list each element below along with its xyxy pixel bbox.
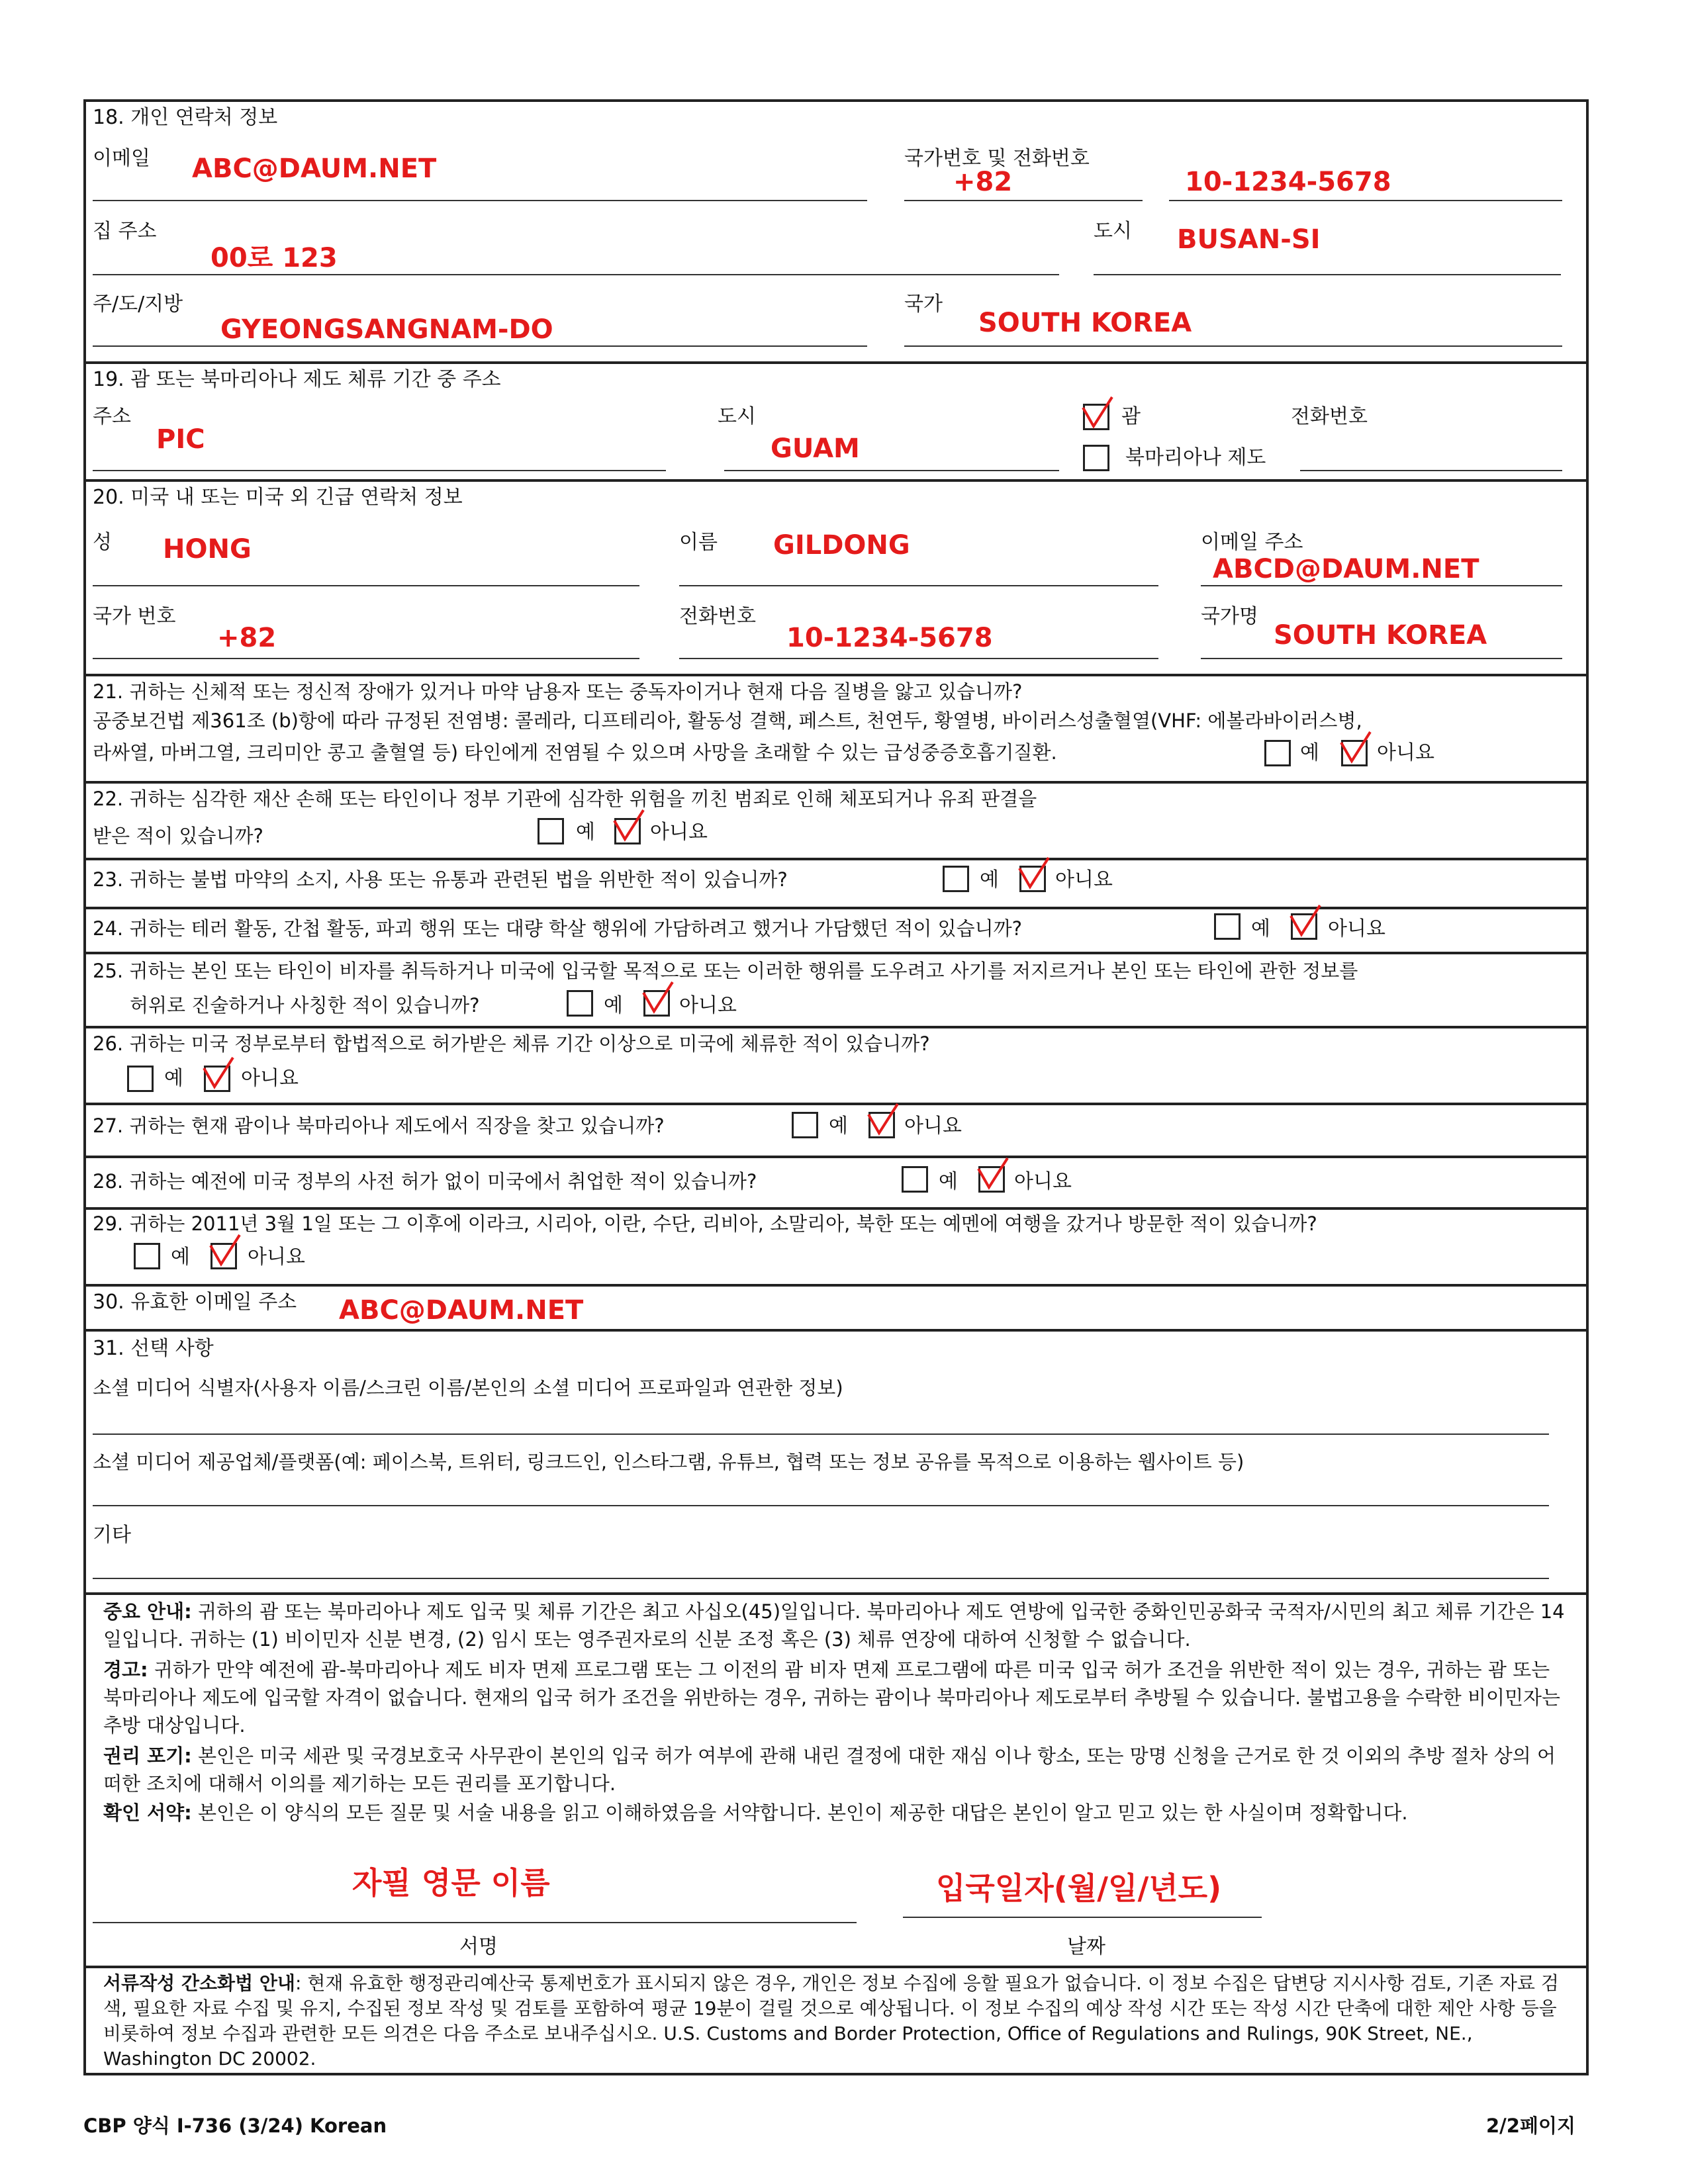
guam-city-value[interactable]: GUAM: [771, 433, 860, 464]
divider: [83, 1207, 1589, 1210]
certification-notice-label: 확인 서약:: [103, 1801, 192, 1824]
section-20-title: 20. 미국 내 또는 미국 외 긴급 연락처 정보: [93, 486, 463, 509]
q23-yes-checkbox[interactable]: [943, 866, 969, 892]
q23-text: 23. 귀하는 불법 마약의 소지, 사용 또는 유통과 관련된 법을 위반한 적이 있습니까?: [93, 868, 788, 891]
section-18-title: 18. 개인 연락처 정보: [93, 106, 278, 129]
city-underline: [1094, 274, 1561, 275]
country-value[interactable]: SOUTH KOREA: [978, 308, 1192, 338]
divider: [83, 674, 1589, 676]
q26-text: 26. 귀하는 미국 정부로부터 합법적으로 허가받은 체류 기간 이상으로 미국에 체류한 적이 있습니까?: [93, 1032, 930, 1055]
important-notice-text: 귀하의 괌 또는 북마리아나 제도 입국 및 체류 기간은 최고 사십오(45)일입니다. 북마리아나 제도 연방에 입국한 중화인민공화국 국적자/시민의 최고 체류 기간은 14일입니다. 귀하는 (1) 비이민자 신분 변경, (2) 임시 또는 영주권자로의 신분 조정 혹은 (3) 체류 연장에 대하여 신청할 수 없습니다.: [103, 1600, 1565, 1651]
divider: [83, 858, 1589, 860]
q27-check-mark: [865, 1100, 904, 1138]
divider: [83, 1592, 1589, 1595]
paperwork-notice-text: : 현재 유효한 행정관리예산국 통제번호가 표시되지 않은 경우, 개인은 정보 수집에 응할 필요가 없습니다. 이 정보 수집은 답변당 지시사항 검토, 기존 자료 검색, 필요한 자료 수집 및 유지, 수집된 정보 작성 및 검토를 포함하여 평균 19분이 걸릴 것으로 예상됩니다. 이 정보 수집의 예상 작성 시간 또는 작성 시간 단축에 대한 제안 사항 등을 비롯하여 정보 수집과 관련한 모든 의견은 다음 주소로 보내주십시오. U.S. Customs and Border Protection, Office of Regulations and Rulings, 90K Street, NE., Washington DC 20002.: [103, 1972, 1559, 2070]
paperwork-notice: [103, 1971, 1573, 2071]
q30-label: 30. 유효한 이메일 주소: [93, 1291, 297, 1314]
social-id-input-line[interactable]: [93, 1433, 1549, 1435]
guam-phone-underline: [1300, 470, 1562, 471]
q22-yes-checkbox[interactable]: [538, 818, 564, 844]
divider: [83, 1329, 1589, 1332]
q24-no-label: 아니요: [1328, 917, 1385, 940]
home-address-value[interactable]: 00로 123: [211, 243, 338, 273]
q26-yes-checkbox[interactable]: [127, 1066, 154, 1092]
q25-text-line2: 허위로 진술하거나 사칭한 적이 있습니까?: [130, 994, 480, 1017]
signature-label: 서명: [459, 1935, 498, 1958]
divider: [83, 1156, 1589, 1158]
q27-yes-checkbox[interactable]: [792, 1112, 818, 1138]
q31-title: 31. 선택 사항: [93, 1337, 214, 1360]
guam-address-value[interactable]: PIC: [156, 424, 205, 455]
important-notice: [103, 1598, 1573, 1653]
q26-no-label: 아니요: [241, 1067, 299, 1090]
country-code-value[interactable]: +82: [953, 167, 1013, 197]
divider: [83, 781, 1589, 784]
social-platform-input-line[interactable]: [93, 1505, 1549, 1506]
date-label: 날짜: [1067, 1935, 1105, 1958]
guam-address-label: 주소: [93, 405, 131, 428]
q29-yes-label: 예: [171, 1246, 190, 1269]
q25-text-line1: 25. 귀하는 본인 또는 타인이 비자를 취득하거나 미국에 입국할 목적으로 또는 이러한 행위를 도우려고 사기를 저지르거나 본인 또는 타인에 관한 정보를: [93, 960, 1358, 982]
q29-text: 29. 귀하는 2011년 3월 1일 또는 그 이후에 이라크, 시리아, 이란, 수단, 리비아, 소말리아, 북한 또는 예멘에 여행을 갔거나 방문한 적이 있습니까?: [93, 1212, 1317, 1235]
q28-text: 28. 귀하는 예전에 미국 정부의 사전 허가 없이 미국에서 취업한 적이 있습니까?: [93, 1170, 757, 1193]
first-name-value[interactable]: GILDONG: [773, 530, 910, 561]
nmi-checkbox[interactable]: [1083, 445, 1109, 471]
emergency-phone-label: 전화번호: [679, 605, 756, 628]
first-name-underline: [679, 585, 1158, 586]
nmi-option-label: 북마리아나 제도: [1125, 446, 1266, 469]
q29-no-label: 아니요: [248, 1246, 305, 1269]
last-name-value[interactable]: HONG: [163, 534, 252, 565]
q28-yes-checkbox[interactable]: [902, 1166, 928, 1193]
date-underline: [903, 1917, 1262, 1918]
q29-yes-checkbox[interactable]: [134, 1243, 160, 1269]
last-name-label: 성: [93, 531, 112, 554]
divider: [83, 361, 1589, 364]
home-address-label: 집 주소: [93, 220, 157, 243]
emergency-email-value[interactable]: ABCD@DAUM.NET: [1213, 554, 1479, 584]
emergency-country-label: 국가명: [1201, 605, 1258, 628]
q28-check-mark: [974, 1154, 1014, 1193]
waiver-notice: [103, 1742, 1573, 1797]
emergency-cc-underline: [93, 658, 639, 659]
signature-value[interactable]: 자필 영문 이름: [352, 1865, 550, 1901]
social-id-label: 소셜 미디어 식별자(사용자 이름/스크린 이름/본인의 소셜 미디어 프로파일과 연관한 정보): [93, 1377, 843, 1399]
q21-check-mark: [1337, 728, 1377, 766]
q27-yes-label: 예: [829, 1115, 848, 1138]
emergency-phone-value[interactable]: 10-1234-5678: [786, 623, 993, 653]
q30-email-value[interactable]: ABC@DAUM.NET: [339, 1295, 584, 1326]
q22-check-mark: [610, 806, 650, 844]
guam-phone-label: 전화번호: [1291, 405, 1368, 428]
q29-check-mark: [207, 1231, 246, 1269]
q21-yes-checkbox[interactable]: [1264, 740, 1291, 766]
q25-yes-checkbox[interactable]: [567, 990, 593, 1017]
state-underline: [93, 345, 867, 347]
guam-city-label: 도시: [718, 405, 756, 428]
other-input-line[interactable]: [93, 1578, 1549, 1579]
certification-notice-text: 본인은 이 양식의 모든 질문 및 서술 내용을 읽고 이해하였음을 서약합니다. 본인이 제공한 대답은 본인이 알고 믿고 있는 한 사실이며 정확합니다.: [191, 1801, 1408, 1824]
divider: [83, 1284, 1589, 1287]
q25-check-mark: [639, 978, 679, 1017]
emergency-cc-label: 국가 번호: [93, 605, 176, 628]
state-label: 주/도/지방: [93, 293, 183, 316]
q21-text-line1: 21. 귀하는 신체적 또는 정신적 장애가 있거나 마약 남용자 또는 중독자이거나 현재 다음 질병을 앓고 있습니까?: [93, 680, 1023, 703]
guam-address-underline: [93, 470, 666, 471]
q21-text-line3: 라싸열, 마버그열, 크리미안 콩고 출혈열 등) 타인에게 전염될 수 있으며 사망을 초래할 수 있는 급성중증호흡기질환.: [93, 741, 1057, 764]
q27-text: 27. 귀하는 현재 괌이나 북마리아나 제도에서 직장을 찾고 있습니까?: [93, 1115, 665, 1137]
home-address-underline: [93, 274, 1059, 275]
q23-check-mark: [1015, 854, 1055, 892]
guam-city-underline: [724, 470, 1059, 471]
q22-text-line1: 22. 귀하는 심각한 재산 손해 또는 타인이나 정부 기관에 심각한 위험을 끼친 범죄로 인해 체포되거나 유죄 판결을: [93, 788, 1037, 810]
q21-no-label: 아니요: [1377, 741, 1434, 764]
warning-notice-label: 경고:: [103, 1659, 148, 1681]
divider: [83, 1966, 1589, 1968]
country-underline: [904, 345, 1562, 347]
divider: [83, 1026, 1589, 1028]
q28-no-label: 아니요: [1014, 1170, 1072, 1193]
q23-no-label: 아니요: [1055, 868, 1113, 891]
signature-underline: [93, 1922, 857, 1923]
paperwork-notice-label: 서류작성 간소화법 안내: [103, 1972, 295, 1994]
q21-yes-label: 예: [1300, 741, 1319, 764]
emergency-email-label: 이메일 주소: [1201, 531, 1303, 554]
other-label: 기타: [93, 1524, 131, 1547]
important-notice-label: 중요 안내:: [103, 1600, 192, 1623]
q24-text: 24. 귀하는 테러 활동, 간첩 활동, 파괴 행위 또는 대량 학살 행위에 가담하려고 했거나 가담했던 적이 있습니까?: [93, 917, 1023, 940]
city-label: 도시: [1094, 220, 1132, 243]
email-label: 이메일: [93, 147, 150, 170]
divider: [83, 1103, 1589, 1105]
q25-no-label: 아니요: [679, 994, 737, 1017]
page-number: 2/2페이지: [1486, 2115, 1575, 2137]
q28-yes-label: 예: [939, 1170, 958, 1193]
phone-value[interactable]: 10-1234-5678: [1185, 167, 1391, 197]
email-underline: [93, 200, 867, 201]
form-number: CBP 양식 I-736 (3/24) Korean: [83, 2115, 387, 2137]
city-value[interactable]: BUSAN-SI: [1177, 224, 1321, 255]
waiver-notice-text: 본인은 미국 세관 및 국경보호국 사무관이 본인의 입국 허가 여부에 관해 내린 결정에 대한 재심 이나 항소, 또는 망명 신청을 근거로 한 것 이외의 추방 절차 상의 어떠한 조치에 대해서 이의를 제기하는 모든 권리를 포기합니다.: [103, 1745, 1556, 1795]
divider: [83, 479, 1589, 482]
q27-no-label: 아니요: [904, 1115, 962, 1138]
emergency-country-underline: [1201, 658, 1562, 659]
guam-option-label: 괌: [1121, 405, 1141, 428]
q25-yes-label: 예: [604, 994, 623, 1017]
certification-notice: [103, 1799, 1573, 1827]
social-platform-label: 소셜 미디어 제공업체/플랫폼(예: 페이스북, 트위터, 링크드인, 인스타그램, 유튜브, 협력 또는 정보 공유를 목적으로 이용하는 웹사이트 등): [93, 1451, 1244, 1473]
q26-check-mark: [200, 1054, 240, 1092]
phone-label: 국가번호 및 전화번호: [904, 147, 1090, 170]
country-label: 국가: [904, 293, 943, 316]
q24-yes-checkbox[interactable]: [1214, 913, 1241, 940]
emergency-country-value[interactable]: SOUTH KOREA: [1274, 620, 1487, 651]
email-value[interactable]: ABC@DAUM.NET: [192, 154, 437, 184]
country-code-underline: [904, 200, 1143, 201]
last-name-underline: [93, 585, 639, 586]
divider: [83, 952, 1589, 954]
date-value[interactable]: 입국일자(월/일/년도): [936, 1870, 1222, 1906]
emergency-cc-value[interactable]: +82: [217, 623, 277, 653]
guam-check-mark: [1079, 393, 1119, 432]
q22-text-line2: 받은 적이 있습니까?: [93, 825, 263, 847]
q24-yes-label: 예: [1251, 917, 1270, 940]
divider: [83, 907, 1589, 909]
section-19-title: 19. 괌 또는 북마리아나 제도 체류 기간 중 주소: [93, 368, 501, 391]
q26-yes-label: 예: [164, 1067, 183, 1090]
warning-notice: [103, 1656, 1573, 1739]
q23-yes-label: 예: [980, 868, 999, 891]
first-name-label: 이름: [679, 531, 718, 554]
q24-check-mark: [1287, 901, 1327, 940]
emergency-email-underline: [1201, 585, 1562, 586]
q22-yes-label: 예: [576, 821, 595, 844]
q22-no-label: 아니요: [650, 821, 708, 844]
emergency-phone-underline: [679, 658, 1158, 659]
warning-notice-text: 귀하가 만약 예전에 괌-북마리아나 제도 비자 면제 프로그램 또는 그 이전의 괌 비자 면제 프로그램에 따른 미국 입국 허가 조건을 위반한 적이 있는 경우, 귀하는 괌 또는 북마리아나 제도에 입국할 자격이 없습니다. 현재의 입국 허가 조건을 위반하는 경우, 귀하는 괌이나 북마리아나 제도로부터 추방될 수 있습니다. 불법고용을 수락한 비이민자는 추방 대상입니다.: [103, 1659, 1561, 1737]
phone-underline: [1169, 200, 1562, 201]
state-value[interactable]: GYEONGSANGNAM-DO: [220, 314, 553, 345]
waiver-notice-label: 권리 포기:: [103, 1745, 192, 1767]
q21-text-line2: 공중보건법 제361조 (b)항에 따라 규정된 전염병: 콜레라, 디프테리아, 활동성 결핵, 페스트, 천연두, 황열병, 바이러스성출혈열(VHF: 에볼라바이러스병,: [93, 709, 1362, 732]
